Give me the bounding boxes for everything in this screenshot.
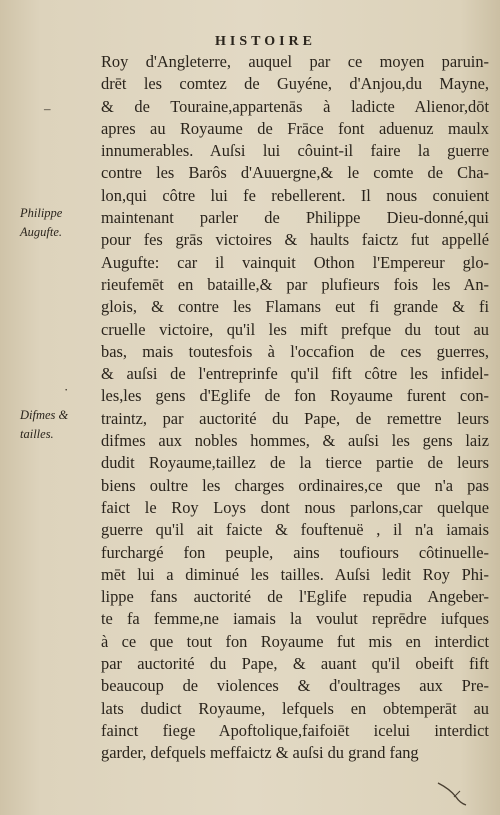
text-line: maintenant parler de Philippe Dieu-donné,qui: [101, 208, 489, 228]
text-line: lon,qui côtre lui fe rebellerent. Il nous conuient: [101, 185, 489, 205]
text-line: furchargé fon peuple, ains toufiours côtinuelle-: [101, 542, 489, 562]
text-line: par auctorité du Pape, & auant qu'il obeift fift: [101, 654, 489, 674]
margin-note-dismes: [20, 406, 68, 444]
text-line: innumerables. Auſsi lui côuint-il faire la guerre: [101, 141, 489, 161]
text-line: Roy d'Angleterre, auquel par ce moyen paruin-: [101, 52, 489, 71]
text-line: Augufte: car il vainquit Othon l'Empereur glo-: [101, 252, 489, 272]
margin-note-line: Philippe: [20, 206, 63, 220]
text-line: glois, & contre les Flamans eut fi grande & fi: [101, 297, 489, 317]
text-line: dudit Royaume,taillez de la tierce partie de leurs: [101, 453, 489, 473]
text-line: garder, defquels meffaictz & auſsi du grand fang: [101, 743, 419, 763]
text-line: difmes aux nobles hommes, & auſsi les gens laiz: [101, 431, 489, 451]
text-line: beaucoup de violences & d'oultrages aux Pre-: [101, 676, 489, 696]
text-line: biens oultre les charges ordinaires,ce que n'a pas: [101, 475, 489, 495]
text-line: lats dudict Royaume, lefquels en obtemperāt au: [101, 698, 489, 718]
text-line: mēt lui a diminué les tailles. Auſsi ledit Roy Phi-: [101, 564, 489, 584]
text-line: guerre qu'il ait faicte & fouftenuë , il n'a iamais: [101, 520, 489, 540]
text-line: drēt les comtez de Guyéne, d'Anjou,du Mayne,: [101, 74, 489, 94]
body-text: [101, 51, 489, 765]
text-line: traintz, par auctorité du Pape, de remettre leurs: [101, 408, 489, 428]
text-line: cruelle victoire, qu'il les mift prefque du tout au: [101, 319, 489, 339]
text-line: te fa femme,ne iamais la voulut reprēdre iufques: [101, 609, 489, 629]
text-line: lippe fans auctorité de l'Eglife repudia Angeber-: [101, 587, 489, 607]
text-line: apres au Royaume de Frāce font aduenuz maulx: [101, 118, 489, 138]
text-line: les,les gens d'Eglife de fon Royaume furent con-: [101, 386, 489, 406]
text-line: à ce que tout fon Royaume fut mis en interdict: [101, 631, 489, 651]
text-line: faict le Roy Loys dont nous parlons,car quelque: [101, 497, 489, 517]
text-line: pour fes grās victoires & haults faictz fut appellé: [101, 230, 489, 250]
running-head: HISTOIRE: [215, 34, 316, 49]
corner-ink-mark-icon: [436, 777, 470, 807]
text-line: rieufemēt en bataille,& par plufieurs fois les An-: [101, 274, 489, 294]
text-line: contre les Barôs d'Auuergne,& le comte de Cha-: [101, 163, 489, 183]
margin-note-philippe: [20, 204, 62, 242]
text-line: bas, mais toutesfois à l'occafion de ces guerres,: [101, 341, 489, 361]
text-line: & de Touraine,appartenās à ladicte Alienor,dōt: [101, 96, 489, 116]
margin-dash-mark: –: [44, 101, 51, 116]
text-line: & auſsi de l'entreprinfe qu'il fift côtre les infidel-: [101, 364, 489, 384]
margin-note-line: tailles.: [20, 427, 54, 441]
margin-note-line: Difmes &: [20, 408, 69, 422]
margin-note-line: Augufte.: [20, 225, 63, 239]
text-line: fainct fiege Apoftolique,faifoiēt icelui interdict: [101, 720, 489, 740]
margin-tick-mark: ·: [64, 382, 69, 397]
